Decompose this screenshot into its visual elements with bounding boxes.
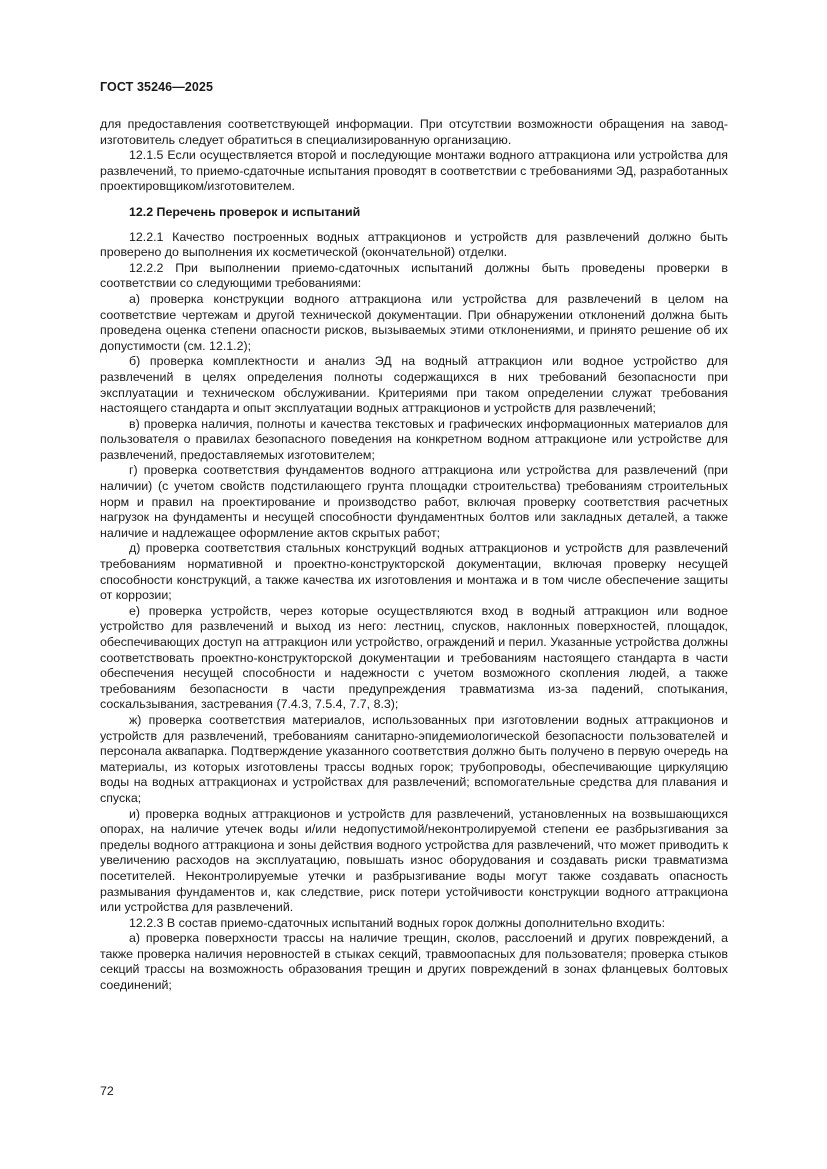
list-item-e: е) проверка устройств, через которые осуществляются вход в водный аттракцион или водное устройство для развлечений и выход из него: лестниц, спусков, наклонных поверхностей, площадок, обеспечивающих доступ на аттракцион или устройство, ограждений и перил. Указанные устройства должны соответствовать проектно-конструкторской документации и требованиям настоящего стандарта в части обеспечения несущей способности и надежности с учетом возможного скопления людей, а также требованиям безопасности в части предупреждения травматизма из-за падений, спотыкания, соскальзывания, застревания (7.4.3, 7.5.4, 7.7, 8.3); <box>100 603 728 712</box>
list-item-g: г) проверка соответствия фундаментов водного аттракциона или устройства для развлечений (при наличии) (с учетом свойств подстилающего грунта площадки строительства) требованиям строительных норм и правил на проектирование и производство работ, включая проверку соответствия расчетных нагрузок на фундаменты и несущей способности фундаментных болтов или закладных деталей, а также наличие и надлежащее оформление актов скрытых работ; <box>100 463 728 540</box>
list-item-a: а) проверка конструкции водного аттракциона или устройства для развлечений в целом на соответствие чертежам и другой технической документации. При обнаружении отклонений должна быть проведена оценка степени опасности рисков, вызываемых этими отклонениями, и принято решение об их допустимости (см. 12.1.2); <box>100 291 728 353</box>
list-item-d: д) проверка соответствия стальных конструкций водных аттракционов и устройств для развлечений требованиям нормативной и проектно-конструкторской документации, включая проверку несущей способности конструкций, а также качества их изготовления и монтажа и в том числе обеспечение защиты от коррозии; <box>100 541 728 603</box>
document-header: ГОСТ 35246—2025 <box>100 80 214 94</box>
page-number: 72 <box>100 1084 114 1098</box>
paragraph-12-2-2: 12.2.2 При выполнении приемо-сдаточных испытаний должны быть проведены проверки в соответствии со следующими требованиями: <box>100 260 728 291</box>
paragraph-12-2-1: 12.2.1 Качество построенных водных аттракционов и устройств для развлечений должно быть проверено до выполнения их косметической (окончательной) отделки. <box>100 229 728 260</box>
list-item-zh: ж) проверка соответствия материалов, использованных при изготовлении водных аттракционов и устройств для развлечений, требованиям санитарно-эпидемиологической безопасности пользователей и персонала аквапарка. Подтверждение указанного соответствия должно быть получено в первую очередь на материалы, из которых изготовлены трассы водных горок; трубопроводы, обеспечивающие циркуляцию воды на водных аттракционах и устройствах для развлечений; вспомогательные средства для плавания и спуска; <box>100 712 728 805</box>
section-heading: 12.2 Перечень проверок и испытаний <box>129 204 361 219</box>
paragraph-12-2-3: 12.2.3 В состав приемо-сдаточных испытаний водных горок должны дополнительно входить: <box>129 915 666 930</box>
list-item-b: б) проверка комплектности и анализ ЭД на водный аттракцион или водное устройство для развлечений в целях определения полноты содержащихся в них требований безопасности при эксплуатации и техническом обслуживании. Критериями при таком определении служат требования настоящего стандарта и опыт эксплуатации водных аттракционов и устройств для развлечений; <box>100 354 728 416</box>
document-body <box>100 117 728 994</box>
list-item-v: в) проверка наличия, полноты и качества текстовых и графических информационных материалов для пользователя о правилах безопасного поведения на конкретном водном аттракционе или устройстве для развлечений, предоставляемых изготовителем; <box>100 416 728 462</box>
list-item-a-2: а) проверка поверхности трассы на наличие трещин, сколов, расслоений и других повреждений, а также проверка наличия неровностей в стыках секций, травмоопасных для пользователя; проверка стыков секций трассы на возможность образования трещин и других повреждений в зонах фланцевых болтовых соединений; <box>100 931 728 993</box>
list-item-i: и) проверка водных аттракционов и устройств для развлечений, установленных на возвышающихся опорах, на наличие утечек воды и/или недопустимой/неконтролируемой степени ее разбрызгивания за пределы водного аттракциона и зоны действия водного устройства для развлечений, что может приводить к увеличению расходов на эксплуатацию, повышать износ оборудования и создавать риски травматизма посетителей. Неконтролируемые утечки и разбрызгивание воды могут также создавать опасность размывания фундаментов и, как следствие, риск потери устойчивости конструкции водного аттракциона или устройства для развлечений. <box>100 806 728 915</box>
paragraph-12-1-5: 12.1.5 Если осуществляется второй и последующие монтажи водного аттракциона или устройства для развлечений, то приемо-сдаточные испытания проводят в соответствии с требованиями ЭД, разработанных проектировщиком/изготовителем. <box>100 148 728 194</box>
paragraph-continuation: для предоставления соответствующей информации. При отсутствии возможности обращения на завод-изготовитель следует обратиться в специализированную организацию. <box>100 117 728 147</box>
